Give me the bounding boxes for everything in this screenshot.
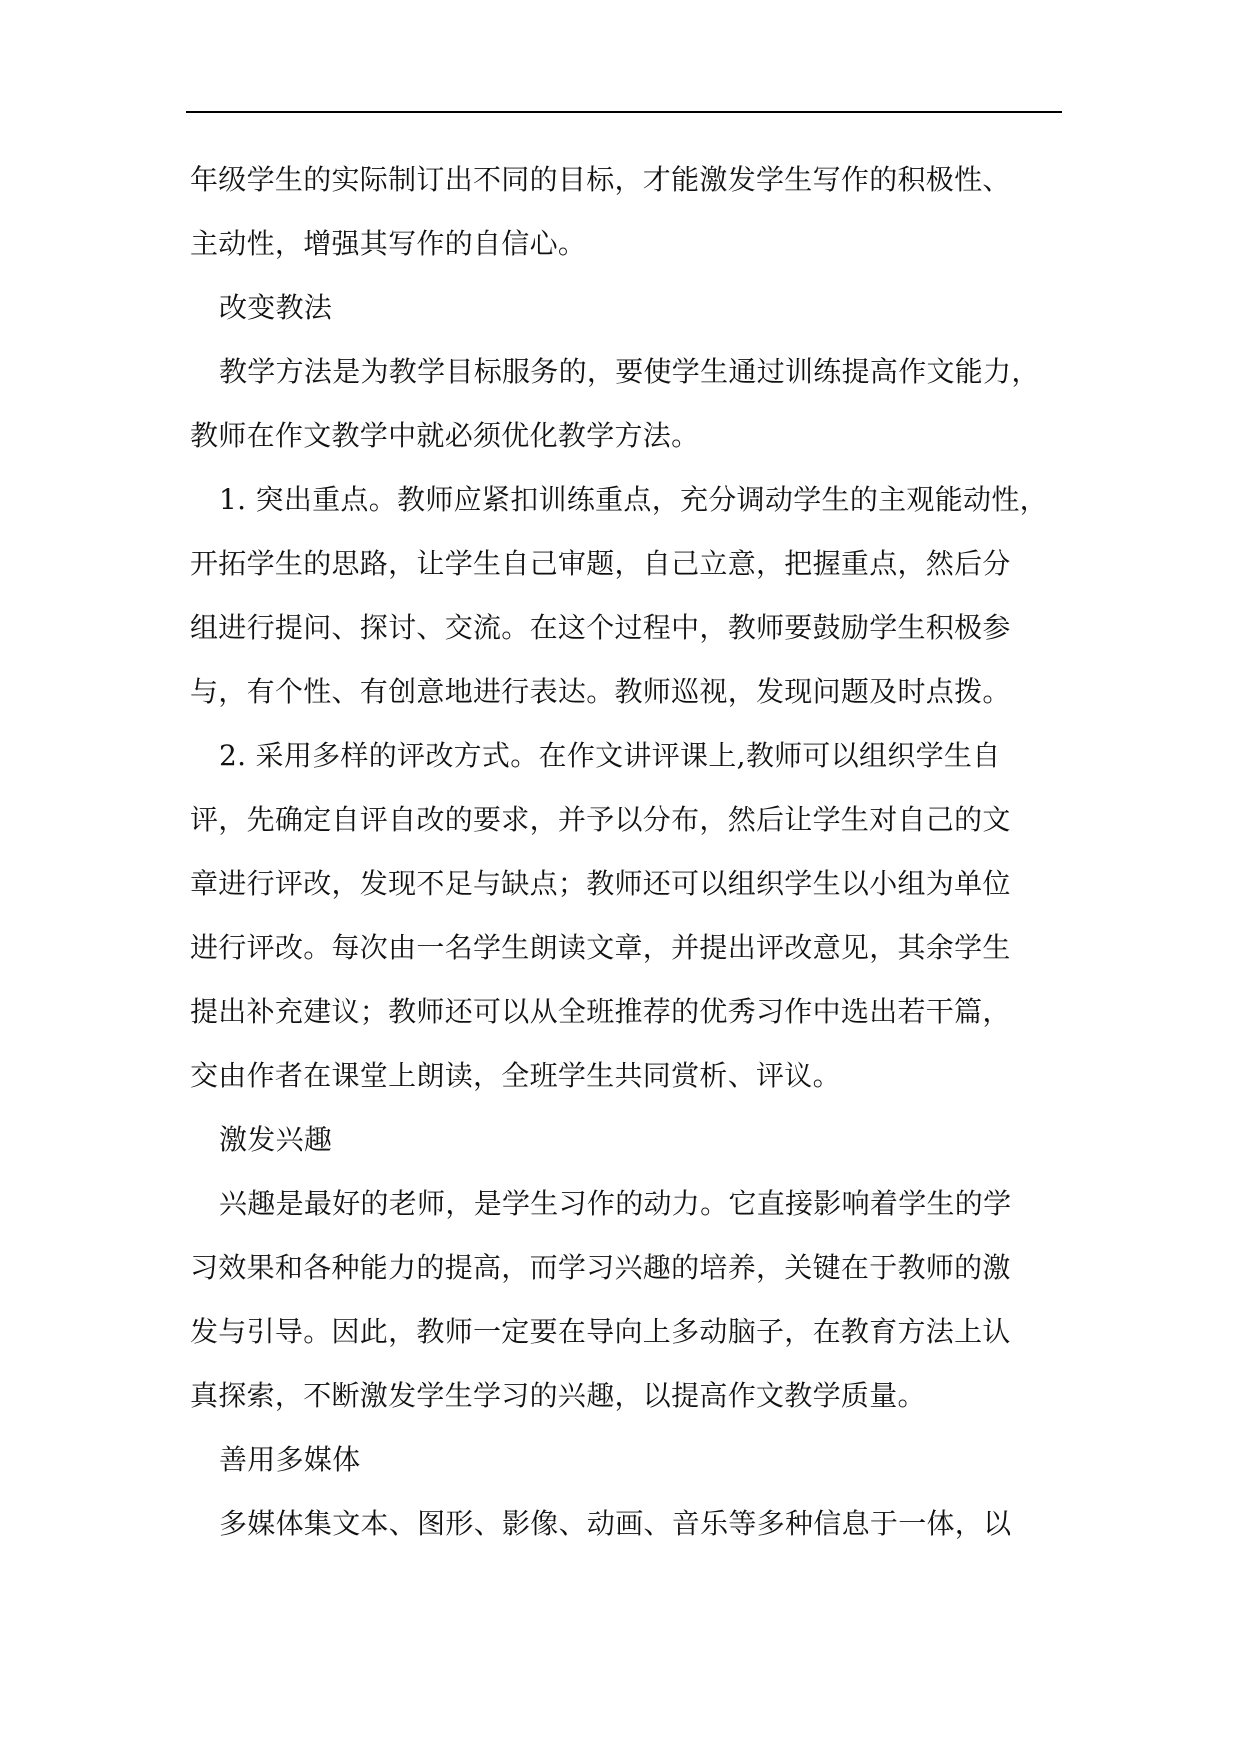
text-line: 1. 突出重点。教师应紧扣训练重点，充分调动学生的主观能动性，: [219, 483, 1048, 516]
text-line: 兴趣是最好的老师，是学生习作的动力。它直接影响着学生的学: [219, 1187, 1012, 1220]
text-line: 组进行提问、探讨、交流。在这个过程中，教师要鼓励学生积极参: [190, 611, 1011, 644]
text-line: 与，有个性、有创意地进行表达。教师巡视，发现问题及时点拨。: [190, 675, 1011, 708]
text-line: 习效果和各种能力的提高，而学习兴趣的培养，关键在于教师的激: [190, 1251, 1011, 1284]
text-line: 评，先确定自评自改的要求，并予以分布，然后让学生对自己的文: [190, 803, 1011, 836]
section-heading: 激发兴趣: [219, 1123, 333, 1156]
text-line: 教学方法是为教学目标服务的，要使学生通过训练提高作文能力，: [219, 355, 1040, 388]
text-line: 教师在作文教学中就必须优化教学方法。: [190, 419, 700, 452]
text-line: 主动性，增强其写作的自信心。: [190, 227, 587, 260]
text-line: 开拓学生的思路，让学生自己审题，自己立意，把握重点，然后分: [190, 547, 1011, 580]
section-heading: 改变教法: [219, 291, 333, 324]
text-line: 进行评改。每次由一名学生朗读文章，并提出评改意见，其余学生: [190, 931, 1011, 964]
header-rule: [186, 111, 1062, 113]
text-line: 章进行评改，发现不足与缺点；教师还可以组织学生以小组为单位: [190, 867, 1011, 900]
text-line: 年级学生的实际制订出不同的目标，才能激发学生写作的积极性、: [190, 163, 1011, 196]
text-line: 交由作者在课堂上朗读，全班学生共同赏析、评议。: [190, 1059, 841, 1092]
text-line: 提出补充建议；教师还可以从全班推荐的优秀习作中选出若干篇，: [190, 995, 1011, 1028]
text-line: 2. 采用多样的评改方式。在作文讲评课上,教师可以组织学生自: [219, 739, 1001, 772]
text-line: 发与引导。因此，教师一定要在导向上多动脑子，在教育方法上认: [190, 1315, 1011, 1348]
text-line: 真探索，不断激发学生学习的兴趣，以提高作文教学质量。: [190, 1379, 926, 1412]
text-line: 多媒体集文本、图形、影像、动画、音乐等多种信息于一体，以: [219, 1507, 1012, 1540]
section-heading: 善用多媒体: [219, 1443, 361, 1476]
